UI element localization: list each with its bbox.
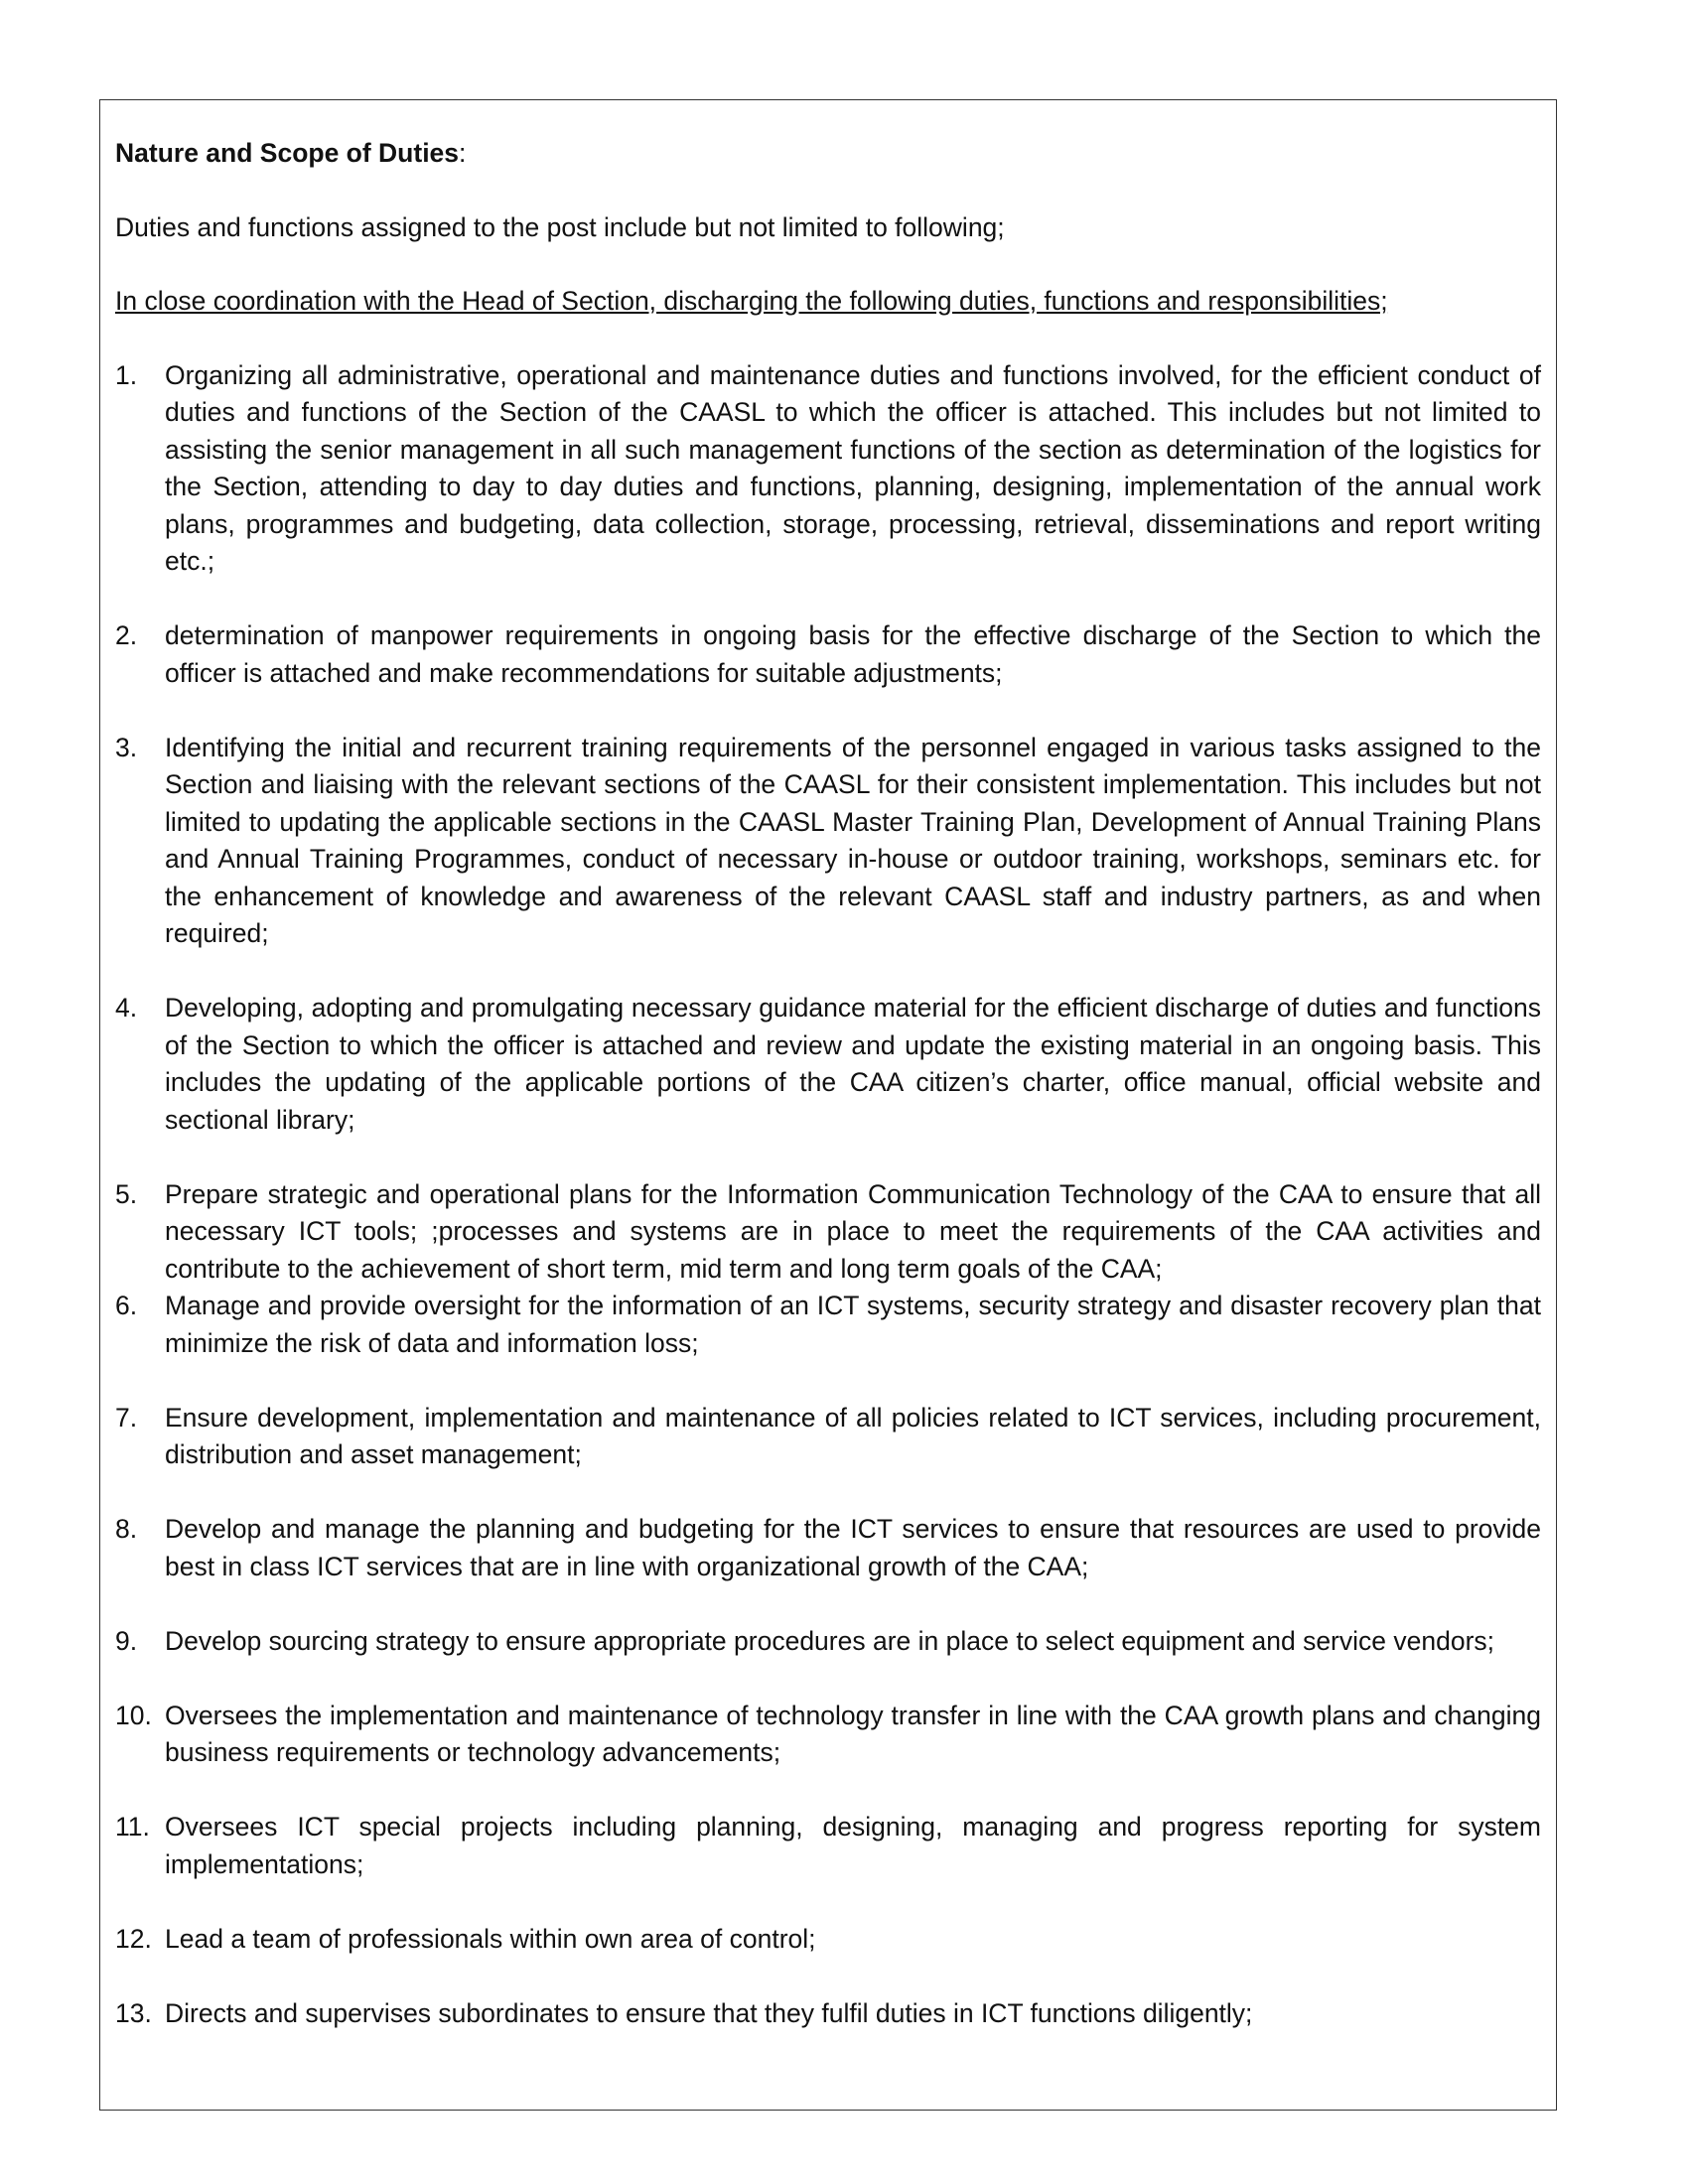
item-text: Prepare strategic and operational plans for the Information Communication Technology of the CAA to ensure that all necessary ICT tools; ;processes and systems are in place to meet the requirements of the CAA activities and contribute to the achievement of short term, mid term and long term goals of the CAA; xyxy=(165,1178,1541,1284)
item-number: 10. xyxy=(115,1700,152,1730)
intro-text: Duties and functions assigned to the post include but not limited to following; xyxy=(115,211,1005,242)
list-item xyxy=(115,730,1541,953)
item-number: 8. xyxy=(115,1514,138,1544)
item-number: 7. xyxy=(115,1402,138,1433)
list-item xyxy=(115,357,1541,581)
item-text: Directs and supervises subordinates to ensure that they fulfil duties in ICT functions diligently; xyxy=(165,1997,1253,2028)
item-number: 3. xyxy=(115,732,138,762)
item-text: determination of manpower requirements in ongoing basis for the effective discharge of the Section to which the officer is attached and make recommendations for suitable adjustments; xyxy=(165,620,1541,688)
item-text: Develop and manage the planning and budgeting for the ICT services to ensure that resources are used to provide best in class ICT services that are in line with organizational growth of the CAA; xyxy=(165,1514,1541,1581)
list-item xyxy=(115,1511,1541,1585)
list-item xyxy=(115,617,1541,692)
item-number: 12. xyxy=(115,1923,152,1954)
list-item xyxy=(115,1995,1541,2033)
item-number: 2. xyxy=(115,620,138,650)
list-item xyxy=(115,990,1541,1139)
item-text: Ensure development, implementation and maintenance of all policies related to ICT services, including procurement, distribution and asset management; xyxy=(165,1402,1541,1469)
item-text: Manage and provide oversight for the information of an ICT systems, security strategy and disaster recovery plan that minimize the risk of data and information loss; xyxy=(165,1291,1541,1358)
item-number: 5. xyxy=(115,1178,138,1209)
item-text: Develop sourcing strategy to ensure appropriate procedures are in place to select equipment and service vendors; xyxy=(165,1625,1495,1656)
list-item xyxy=(115,1288,1541,1362)
item-number: 11. xyxy=(115,1812,150,1842)
item-text: Identifying the initial and recurrent training requirements of the personnel engaged in various tasks assigned to the Section and liaising with the relevant sections of the CAASL for their consistent implementation. This includes but not limited to updating the applicable sections in the CAASL Master Training Plan, Development of Annual Training Plans and Annual Training Programmes, conduct of necessary in-house or outdoor training, workshops, seminars etc. for the enhancement of knowledge and awareness of the relevant CAASL staff and industry partners, as and when required; xyxy=(165,732,1541,948)
item-number: 9. xyxy=(115,1625,138,1656)
list-item xyxy=(115,1809,1541,1883)
subheading: In close coordination with the Head of Section, discharging the following duties, functions and responsibilities; xyxy=(115,286,1388,316)
item-number: 13. xyxy=(115,1997,152,2028)
list-item xyxy=(115,1400,1541,1474)
list-item xyxy=(115,1698,1541,1772)
item-text: Organizing all administrative, operational and maintenance duties and functions involved, for the efficient conduct of duties and functions of the Section of the CAASL to which the officer is attached. This includes but not limited to assisting the senior management in all such management functions of the section as determination of the logistics for the Section, attending to day to day duties and functions, planning, designing, implementation of the annual work plans, programmes and budgeting, data collection, storage, processing, retrieval, disseminations and report writing etc.; xyxy=(165,359,1541,576)
item-text: Oversees the implementation and maintenance of technology transfer in line with the CAA growth plans and changing business requirements or technology advancements; xyxy=(165,1700,1541,1767)
item-text: Oversees ICT special projects including planning, designing, managing and progress reporting for system implementations; xyxy=(165,1812,1541,1879)
duties-list xyxy=(115,357,1541,2033)
list-item xyxy=(115,1921,1541,1959)
section-heading: Nature and Scope of Duties: xyxy=(115,138,467,168)
item-text: Lead a team of professionals within own area of control; xyxy=(165,1923,816,1954)
document-body xyxy=(115,135,1541,2032)
list-item xyxy=(115,1623,1541,1661)
item-number: 1. xyxy=(115,359,138,390)
item-number: 4. xyxy=(115,993,138,1023)
item-text: Developing, adopting and promulgating necessary guidance material for the efficient discharge of duties and functions of the Section to which the officer is attached and review and update the existing material in an ongoing basis. This includes the updating of the applicable portions of the CAA citizen’s charter, office manual, official website and sectional library; xyxy=(165,993,1541,1135)
list-item xyxy=(115,1176,1541,1289)
item-number: 6. xyxy=(115,1291,138,1320)
